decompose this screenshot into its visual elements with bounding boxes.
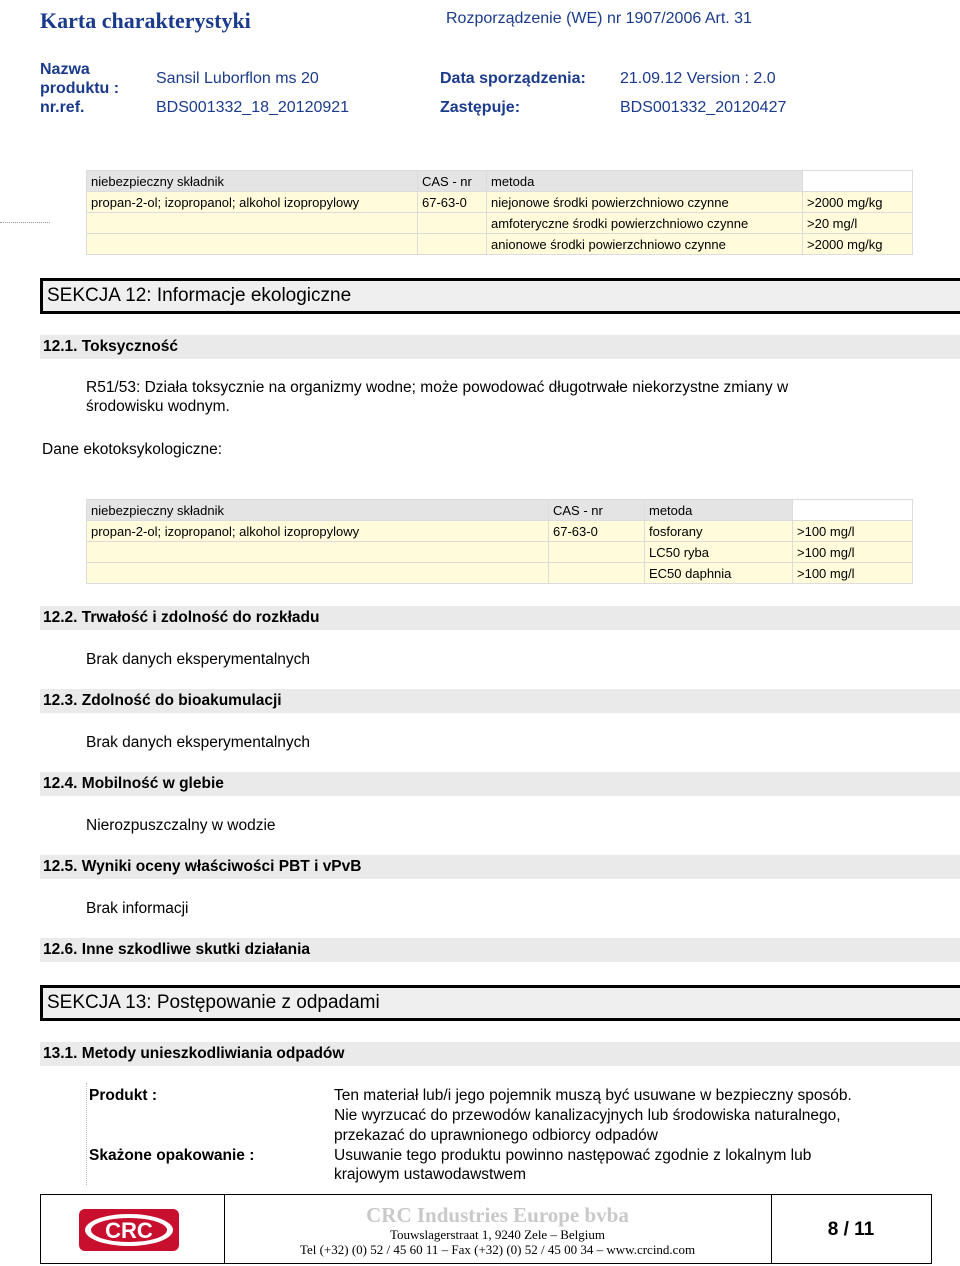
table-cell: LC50 ryba [645,542,793,563]
company-name: CRC Industries Europe bvba [366,1203,629,1227]
table-cell [87,213,418,234]
table-cell: fosforany [645,521,793,542]
table-cell [549,542,645,563]
margin-dotted-mark [0,222,50,223]
table-cell [87,234,418,255]
logo-text: CRC [105,1218,153,1243]
table-row [87,192,913,213]
table-cell: >100 mg/l [793,542,913,563]
ref-value: BDS001332_18_20120921 [156,99,350,116]
column-header [793,500,913,521]
company-address: Touwslagerstraat 1, 9240 Zele – Belgium [390,1227,605,1242]
page-number: 8 / 11 [827,1219,875,1240]
table-cell [87,563,549,584]
table-cell [418,234,487,255]
table-row [87,213,913,234]
section-12-heading: SEKCJA 12: Informacje ekologiczne [40,278,960,314]
regulation-reference: Rozporządzenie (WE) nr 1907/2006 Art. 31 [446,10,752,27]
product-name-label: Nazwa produktu : [40,61,120,97]
column-header [803,171,913,192]
table-row [87,563,913,584]
product-name-value: Sansil Luborflon ms 20 [156,70,319,87]
ecotox-data-label: Dane ekotoksykologiczne: [42,441,223,458]
table-header-row [87,171,913,192]
divider [86,1083,88,1185]
column-header: CAS - nr [549,500,645,521]
toxicity-text-line2: środowisku wodnym. [86,398,230,415]
table-cell: >2000 mg/kg [803,192,913,213]
replaces-label: Zastępuje: [440,99,521,116]
table-cell: EC50 daphnia [645,563,793,584]
column-header: metoda [487,171,803,192]
section-13-heading: SEKCJA 13: Postępowanie z odpadami [40,985,960,1021]
subsection-12-2-title: 12.2. Trwałość i zdolność do rozkładu [40,606,960,630]
packaging-disposal-line1: Usuwanie tego produktu powinno następować zgodnie z lokalnym lub [334,1147,812,1164]
table-header-row [87,500,913,521]
table-row [87,234,913,255]
subsection-12-3-text: Brak danych eksperymentalnych [86,734,311,751]
table-row [87,521,913,542]
subsection-12-5-text: Brak informacji [86,900,189,917]
ecotox-table [86,499,913,584]
page-footer [40,1194,932,1264]
surfactant-table [86,170,913,255]
company-contact: Tel (+32) (0) 52 / 45 60 11 – Fax (+32) (0) 52 / 45 00 34 – www.crcind.com [299,1242,696,1257]
subsection-13-1-title: 13.1. Metody unieszkodliwiania odpadów [40,1042,960,1066]
table-cell: >100 mg/l [793,521,913,542]
table-cell: 67-63-0 [549,521,645,542]
product-disposal-line1: Ten materiał lub/i jego pojemnik muszą być usuwane w bezpieczny sposób. [334,1087,852,1104]
subsection-12-2-text: Brak danych eksperymentalnych [86,651,311,668]
table-cell [87,542,549,563]
replaces-value: BDS001332_20120427 [620,99,787,116]
date-label: Data sporządzenia: [440,70,586,87]
document-title: Karta charakterystyki [40,8,251,33]
subsection-12-1-title: 12.1. Toksyczność [40,335,960,359]
packaging-disposal-line2: krajowym ustawodawstwem [334,1166,527,1183]
product-disposal-line3: przekazać do uprawnionego odbiorcy odpadów [334,1127,658,1144]
table-row [87,542,913,563]
packaging-label: Skażone opakowanie : [89,1147,255,1164]
crc-logo [79,1209,179,1251]
column-header: niebezpieczny składnik [87,171,418,192]
table-cell: 67-63-0 [418,192,487,213]
table-cell: niejonowe środki powierzchniowo czynne [487,192,803,213]
subsection-12-3-title: 12.3. Zdolność do bioakumulacji [40,689,960,713]
subsection-12-4-title: 12.4. Mobilność w glebie [40,772,960,796]
table-cell [418,213,487,234]
date-value: 21.09.12 Version : 2.0 [620,70,776,87]
ref-label: nr.ref. [40,99,85,116]
toxicity-text-line1: R51/53: Działa toksycznie na organizmy wodne; może powodować długotrwałe niekorzystne zmiany w [86,379,789,396]
table-cell: >100 mg/l [793,563,913,584]
column-header: metoda [645,500,793,521]
table-cell: amfoteryczne środki powierzchniowo czynne [487,213,803,234]
column-header: niebezpieczny składnik [87,500,549,521]
subsection-12-5-title: 12.5. Wyniki oceny właściwości PBT i vPvB [40,855,960,879]
subsection-12-6-title: 12.6. Inne szkodliwe skutki działania [40,938,960,962]
table-cell: propan-2-ol; izopropanol; alkohol izopropylowy [87,521,549,542]
table-cell [549,563,645,584]
table-cell: >2000 mg/kg [803,234,913,255]
column-header: CAS - nr [418,171,487,192]
product-disposal-line2: Nie wyrzucać do przewodów kanalizacyjnych lub środowiska naturalnego, [334,1107,841,1124]
table-cell: >20 mg/l [803,213,913,234]
table-cell: anionowe środki powierzchniowo czynne [487,234,803,255]
subsection-12-4-text: Nierozpuszczalny w wodzie [86,817,276,834]
table-cell: propan-2-ol; izopropanol; alkohol izopropylowy [87,192,418,213]
product-label: Produkt : [89,1087,158,1104]
